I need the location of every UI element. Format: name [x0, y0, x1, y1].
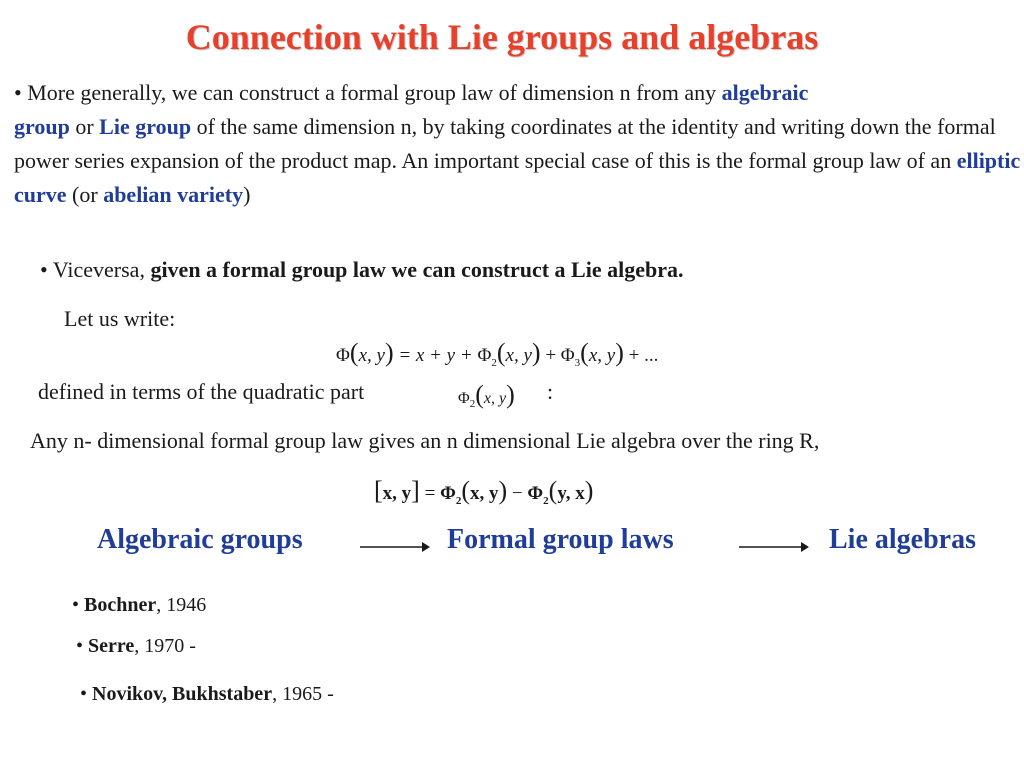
paren: ): [506, 380, 515, 409]
paren: (: [349, 338, 359, 367]
equation-formal-group-law: [336, 338, 658, 369]
eq-args: x, y: [382, 483, 412, 504]
paren: (: [580, 338, 589, 367]
paren: ): [384, 338, 394, 367]
paren: ): [584, 476, 594, 505]
phi-symbol: Φ: [336, 345, 350, 366]
keyword-lie-group: Lie group: [99, 114, 192, 139]
bracket: [: [374, 476, 383, 505]
bullet: •: [80, 683, 88, 705]
keyword-algebraic: algebraic: [721, 80, 809, 105]
eq-args: y, x: [557, 483, 585, 504]
flow-formal-group-laws: Formal group laws: [447, 524, 674, 555]
eq-args: x, y: [483, 390, 507, 407]
minus-sign: −: [511, 483, 523, 504]
reference-year: , 1965 -: [272, 683, 334, 705]
text-segment: (or: [66, 182, 104, 207]
let-us-write-label: Let us write:: [64, 306, 176, 331]
arrow-right-icon: [739, 541, 809, 553]
text-segment: Viceversa,: [52, 257, 151, 282]
paren: ): [615, 338, 624, 367]
reference-item: [80, 683, 334, 706]
subscript: 2: [491, 356, 497, 369]
paren: (: [496, 338, 506, 367]
keyword-abelian-variety: abelian variety: [103, 182, 244, 207]
paren: ): [498, 476, 508, 505]
paragraph-viceversa: [40, 257, 683, 283]
reference-year: , 1946: [156, 594, 207, 616]
eq-args: x, y: [358, 345, 385, 366]
paragraph-lie-groups: [14, 76, 1024, 212]
eq-args: x, y: [505, 345, 532, 366]
paren: (: [461, 476, 470, 505]
bullet: •: [14, 80, 22, 105]
subscript: 3: [574, 356, 581, 369]
text-segment: ): [243, 182, 251, 207]
reference-author: Bochner: [84, 594, 157, 616]
bullet: •: [72, 594, 80, 616]
bold-statement: given a formal group law we can construct a Lie algebra.: [150, 257, 684, 282]
plus-sign: +: [545, 345, 557, 366]
phi-symbol: Φ: [527, 483, 544, 504]
flow-lie-algebras: Lie algebras: [829, 524, 976, 555]
reference-year: , 1970 -: [134, 635, 196, 657]
subscript: 2: [469, 398, 476, 411]
text-segment: More generally, we can construct a formal group law of dimension n from any: [27, 80, 722, 105]
equation-quadratic-part: [458, 380, 515, 410]
reference-author: Novikov, Bukhstaber: [92, 683, 273, 705]
slide-title: Connection with Lie groups and algebras: [185, 17, 819, 57]
flow-algebraic-groups: Algebraic groups: [97, 524, 303, 555]
phi-symbol: Φ: [440, 483, 456, 504]
eq-rhs: = x + y +: [398, 345, 478, 366]
keyword-elliptic-curve: elliptic curve: [14, 148, 1021, 207]
phi-symbol: Φ: [458, 390, 470, 407]
equation-lie-bracket: [374, 476, 593, 507]
text-segment: of the same dimension n, by taking coordinates at the identity and writing down the formal power series expansion of the product map. An important special case of this is the formal group law of an: [14, 114, 996, 173]
phi-symbol: Φ: [560, 345, 575, 366]
eq-args: x, y: [470, 483, 499, 504]
paren: ): [531, 338, 541, 367]
keyword-group: group: [14, 114, 70, 139]
arrow-right-icon: [360, 541, 430, 553]
bullet: •: [40, 257, 48, 282]
text-segment: or: [69, 114, 100, 139]
paragraph-lie-algebra: Any n- dimensional formal group law gives an n dimensional Lie algebra over the ring R,: [30, 428, 820, 453]
colon: :: [547, 379, 554, 404]
subscript: 2: [543, 494, 549, 507]
defined-text: defined in terms of the quadratic part: [38, 379, 365, 404]
reference-item: [72, 594, 206, 617]
bracket: ]: [411, 476, 420, 505]
subscript: 2: [455, 494, 462, 507]
reference-author: Serre: [88, 635, 135, 657]
eq-args: x, y: [588, 345, 616, 366]
paren: (: [475, 380, 484, 409]
reference-item: [76, 635, 196, 658]
eq-tail: + ...: [628, 345, 659, 366]
equals-sign: =: [424, 483, 436, 504]
paren: (: [548, 476, 558, 505]
phi-symbol: Φ: [477, 345, 492, 366]
bullet: •: [76, 635, 84, 657]
